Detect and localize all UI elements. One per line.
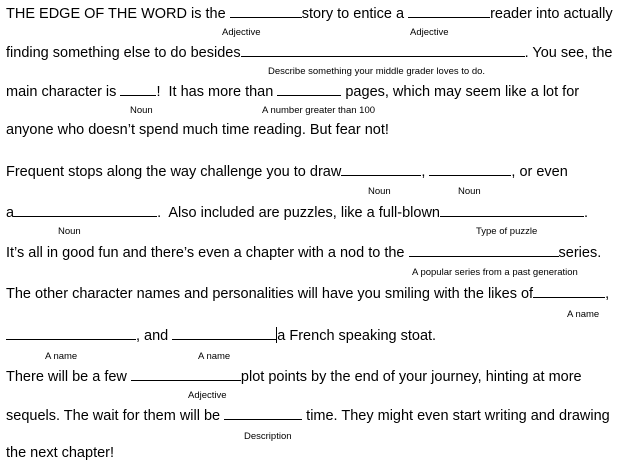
label-noun: Noun [58, 226, 81, 237]
label-name: A name [198, 351, 231, 362]
text-line: finding something else to do besides . You see, the [6, 45, 613, 61]
text-line: a . Also included are puzzles, like a full-blown . [6, 205, 589, 221]
blank-noun-3[interactable] [429, 162, 511, 176]
blank-description[interactable] [224, 406, 302, 420]
text-line: It’s all in good fun and there’s even a chapter with a nod to the series. [6, 245, 602, 261]
blank-noun-1[interactable] [120, 82, 156, 96]
text-line: sequels. The wait for them will be time. They might even start writing and drawing [6, 408, 610, 424]
text-line: anyone who doesn’t spend much time reading. But fear not! [6, 122, 389, 138]
blank-adjective-2[interactable] [408, 4, 490, 18]
blank-adjective-1[interactable] [230, 4, 302, 18]
text-line: , and a French speaking stoat. [6, 326, 436, 345]
label-series: A popular series from a past generation [412, 267, 578, 278]
text-line: THE EDGE OF THE WORD is the story to entice a reader into actually [6, 6, 613, 22]
blank-name-1[interactable] [533, 284, 605, 298]
text-line: The other character names and personalities will have you smiling with the likes of , [6, 286, 610, 302]
text-line: Frequent stops along the way challenge you to draw , , or even [6, 164, 568, 180]
blank-activity[interactable] [241, 43, 525, 57]
blank-noun-2[interactable] [341, 162, 421, 176]
blank-puzzle[interactable] [440, 203, 584, 217]
text-line: main character is ! It has more than pages, which may seem like a lot for [6, 84, 580, 100]
label-puzzle: Type of puzzle [476, 226, 538, 237]
text-line: the next chapter! [6, 445, 115, 461]
blank-noun-4[interactable] [14, 203, 157, 217]
label-noun: Noun [130, 105, 153, 116]
blank-number[interactable] [277, 82, 341, 96]
label-noun: Noun [458, 186, 481, 197]
label-describe: Describe something your middle grader loves to do. [268, 66, 486, 77]
label-name: A name [567, 309, 600, 320]
label-adjective: Adjective [222, 27, 261, 38]
text-line: There will be a few plot points by the end of your journey, hinting at more [6, 369, 582, 385]
blank-series[interactable] [409, 243, 559, 257]
blank-name-3[interactable] [172, 326, 276, 340]
blank-adjective-3[interactable] [131, 367, 241, 381]
blank-name-2[interactable] [6, 326, 136, 340]
label-description: Description [244, 431, 292, 442]
label-adjective: Adjective [188, 390, 227, 401]
label-adjective: Adjective [410, 27, 449, 38]
label-noun: Noun [368, 186, 391, 197]
label-name: A name [45, 351, 78, 362]
label-number: A number greater than 100 [262, 105, 376, 116]
